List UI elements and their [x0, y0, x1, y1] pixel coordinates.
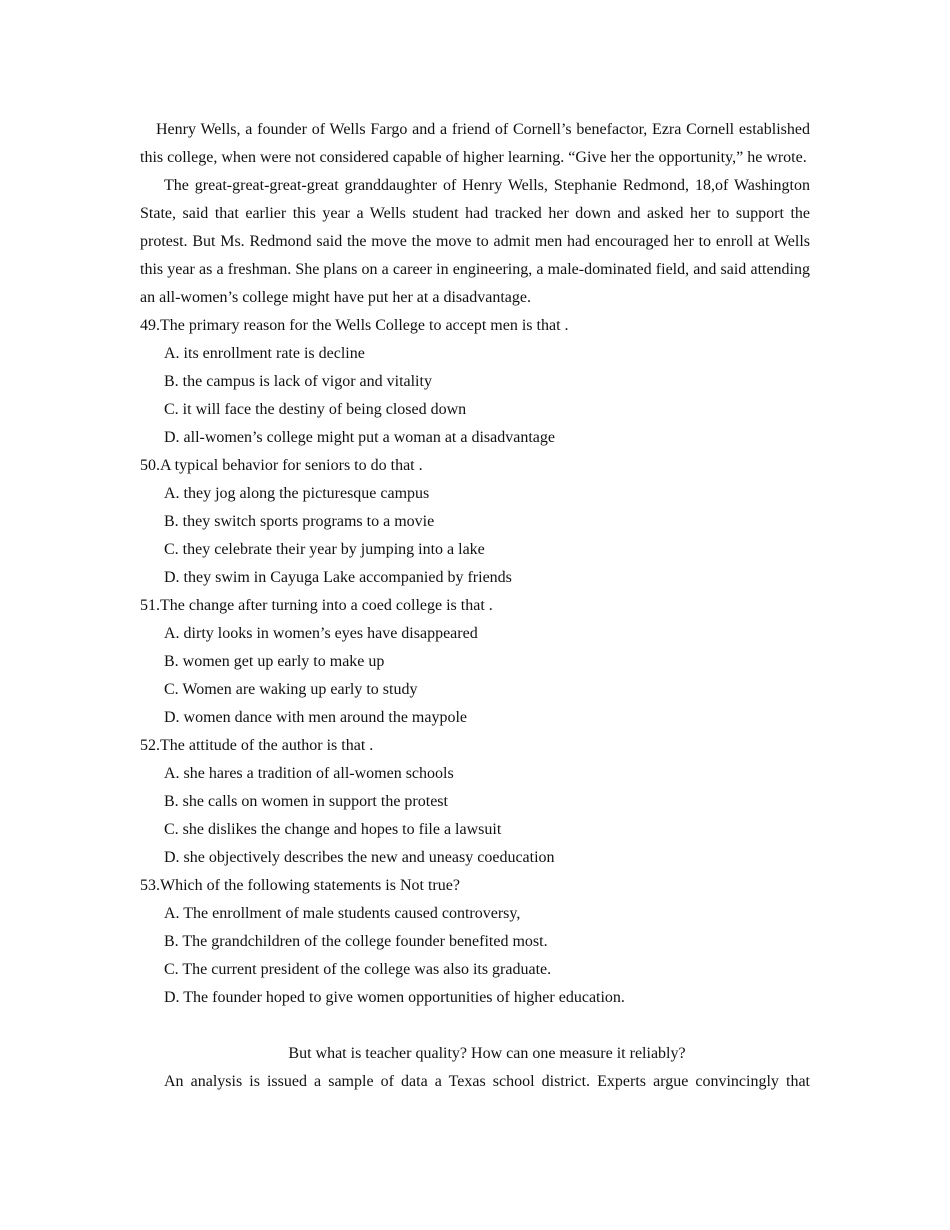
option-d: D. The founder hoped to give women opportunities of higher education. [164, 989, 625, 1006]
option-a: A. she hares a tradition of all-women schools [164, 765, 454, 782]
question-stem: 51.The change after turning into a coed college is that . [140, 597, 493, 614]
option-b: B. The grandchildren of the college founder benefited most. [164, 933, 548, 950]
option-b: B. they switch sports programs to a movie [164, 513, 435, 530]
option-d: D. women dance with men around the maypole [164, 709, 468, 726]
option-c: C. The current president of the college was also its graduate. [164, 961, 552, 978]
question-stem: 49.The primary reason for the Wells College to accept men is that . [140, 317, 569, 334]
option-d: D. they swim in Cayuga Lake accompanied by friends [164, 569, 512, 586]
blank-line [140, 1012, 810, 1040]
option-a: A. they jog along the picturesque campus [164, 485, 430, 502]
option-d: D. all-women’s college might put a woman at a disadvantage [164, 429, 555, 446]
question-stem: 50.A typical behavior for seniors to do that . [140, 457, 423, 474]
question-50 [140, 452, 810, 592]
passage-paragraph-2: The great-great-great-great granddaughter of Henry Wells, Stephanie Redmond, 18,of Washington State, said that earlier this year a Wells student had tracked her down and asked her to support the protest. But Ms. Redmond said the move the move to admit men had encouraged her to enroll at Wells this year as a freshman. She plans on a career in engineering, a male-dominated field, and said attending an all-women’s college might have put her at a disadvantage. [140, 177, 810, 306]
question-51 [140, 592, 810, 732]
question-stem: 52.The attitude of the author is that . [140, 737, 374, 754]
option-c: C. Women are waking up early to study [164, 681, 418, 698]
option-c: C. it will face the destiny of being closed down [164, 401, 467, 418]
question-stem: 53.Which of the following statements is Not true? [140, 877, 460, 894]
option-b: B. women get up early to make up [164, 653, 385, 670]
option-b: B. she calls on women in support the protest [164, 793, 448, 810]
question-53 [140, 872, 810, 1012]
option-a: A. its enrollment rate is decline [164, 345, 365, 362]
question-49 [140, 312, 810, 452]
option-b: B. the campus is lack of vigor and vitality [164, 373, 432, 390]
option-d: D. she objectively describes the new and uneasy coeducation [164, 849, 555, 866]
option-a: A. The enrollment of male students caused controversy, [164, 905, 521, 922]
document-page [140, 116, 810, 1096]
option-a: A. dirty looks in women’s eyes have disappeared [164, 625, 478, 642]
next-passage-title: But what is teacher quality? How can one measure it reliably? [288, 1045, 686, 1062]
option-c: C. they celebrate their year by jumping into a lake [164, 541, 485, 558]
option-c: C. she dislikes the change and hopes to file a lawsuit [164, 821, 502, 838]
question-52 [140, 732, 810, 872]
next-passage-first-line: An analysis is issued a sample of data a Texas school district. Experts argue convincingly that [164, 1073, 810, 1090]
passage-paragraph-1: Henry Wells, a founder of Wells Fargo and a friend of Cornell’s benefactor, Ezra Cornell established this college, when were not considered capable of higher learning. “Give her the opportunity,” he wrote. [140, 121, 810, 166]
